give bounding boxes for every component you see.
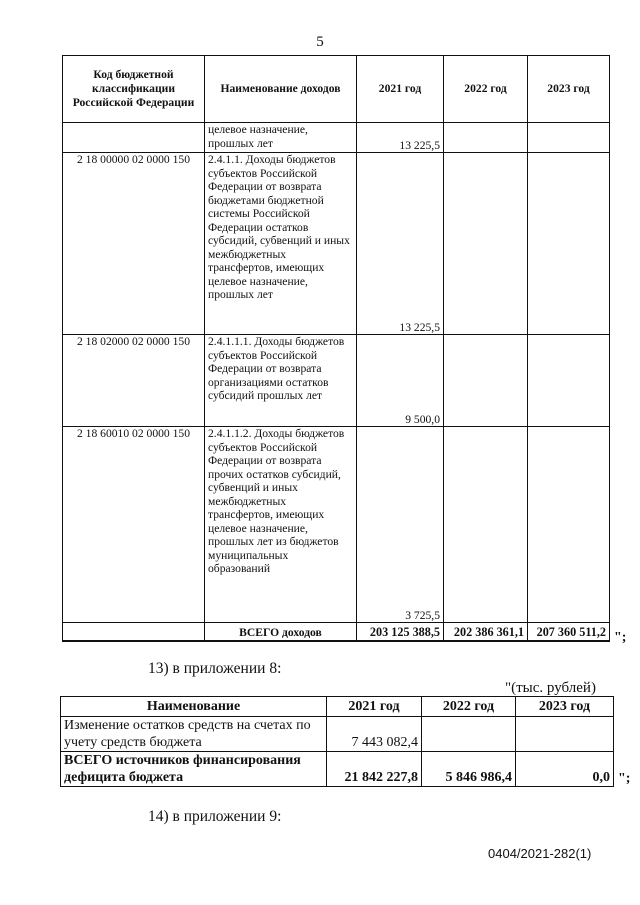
total-2022: 5 846 986,4 <box>422 752 516 787</box>
total-row <box>61 752 614 787</box>
total-name: ВСЕГО доходов <box>205 623 357 641</box>
header-2021: 2021 год <box>357 56 444 123</box>
total-2021: 21 842 227,8 <box>327 752 422 787</box>
total-2022: 202 386 361,1 <box>444 623 528 641</box>
page-number: 5 <box>316 34 324 50</box>
row-2022 <box>444 123 528 153</box>
row-code: 2 18 60010 02 0000 150 <box>63 427 205 623</box>
row-2022 <box>422 717 516 752</box>
header-2023: 2023 год <box>528 56 610 123</box>
row-code: 2 18 02000 02 0000 150 <box>63 335 205 427</box>
header-2021: 2021 год <box>327 697 422 717</box>
table-row <box>63 427 610 623</box>
row-name: 2.4.1.1.2. Доходы бюджетов субъектов Российской Федерации от возврата прочих остатков субсидий, субвенций и иных межбюджетных трансфертов, имеющих целевое назначение, прошлых лет из бюджетов муниципальных образований <box>205 427 357 623</box>
total-2023: 0,0 <box>516 752 614 787</box>
revenue-table <box>62 55 610 642</box>
row-2021: 7 443 082,4 <box>327 717 422 752</box>
row-2021: 13 225,5 <box>357 123 444 153</box>
row-name: 2.4.1.1.1. Доходы бюджетов субъектов Российской Федерации от возврата организациями остатков субсидий прошлых лет <box>205 335 357 427</box>
header-2022: 2022 год <box>422 697 516 717</box>
total-name: ВСЕГО источников финансирования дефицита бюджета <box>61 752 327 787</box>
row-2022 <box>444 153 528 335</box>
row-name: целевое назначение, прошлых лет <box>205 123 357 153</box>
row-2022 <box>444 427 528 623</box>
table-row <box>63 153 610 335</box>
document-number: 0404/2021-282(1) <box>488 846 592 861</box>
revenue-table-header <box>63 56 610 123</box>
table-row <box>61 717 614 752</box>
financing-table <box>60 696 614 787</box>
table-row <box>63 335 610 427</box>
section-14-heading: 14) в приложении 9: <box>148 808 282 825</box>
row-name: 2.4.1.1. Доходы бюджетов субъектов Российской Федерации от возврата бюджетами бюджетной системы Российской Федерации остатков субсидий, субвенций и иных межбюджетных трансфертов, имеющих целевое назначение, прошлых лет <box>205 153 357 335</box>
total-2023: 207 360 511,2 <box>528 623 610 641</box>
row-2023 <box>528 335 610 427</box>
row-name: Изменение остатков средств на счетах по учету средств бюджета <box>61 717 327 752</box>
row-2023 <box>528 153 610 335</box>
header-name: Наименование <box>61 697 327 717</box>
table-row <box>63 123 610 153</box>
header-code: Код бюджетной классификации Российской Федерации <box>63 56 205 123</box>
units-label: "(тыс. рублей) <box>505 680 596 696</box>
total-row <box>63 623 610 641</box>
row-2021: 3 725,5 <box>357 427 444 623</box>
row-2023 <box>528 123 610 153</box>
row-code: 2 18 00000 02 0000 150 <box>63 153 205 335</box>
row-2021: 9 500,0 <box>357 335 444 427</box>
header-2023: 2023 год <box>516 697 614 717</box>
header-name: Наименование доходов <box>205 56 357 123</box>
row-2021: 13 225,5 <box>357 153 444 335</box>
header-2022: 2022 год <box>444 56 528 123</box>
total-code <box>63 623 205 641</box>
section-13-heading: 13) в приложении 8: <box>148 660 282 677</box>
table1-closing-quote: "; <box>614 630 627 645</box>
row-2023 <box>528 427 610 623</box>
row-2023 <box>516 717 614 752</box>
row-code <box>63 123 205 153</box>
total-2021: 203 125 388,5 <box>357 623 444 641</box>
row-2022 <box>444 335 528 427</box>
financing-table-header <box>61 697 614 717</box>
table2-closing-quote: "; <box>618 771 631 786</box>
